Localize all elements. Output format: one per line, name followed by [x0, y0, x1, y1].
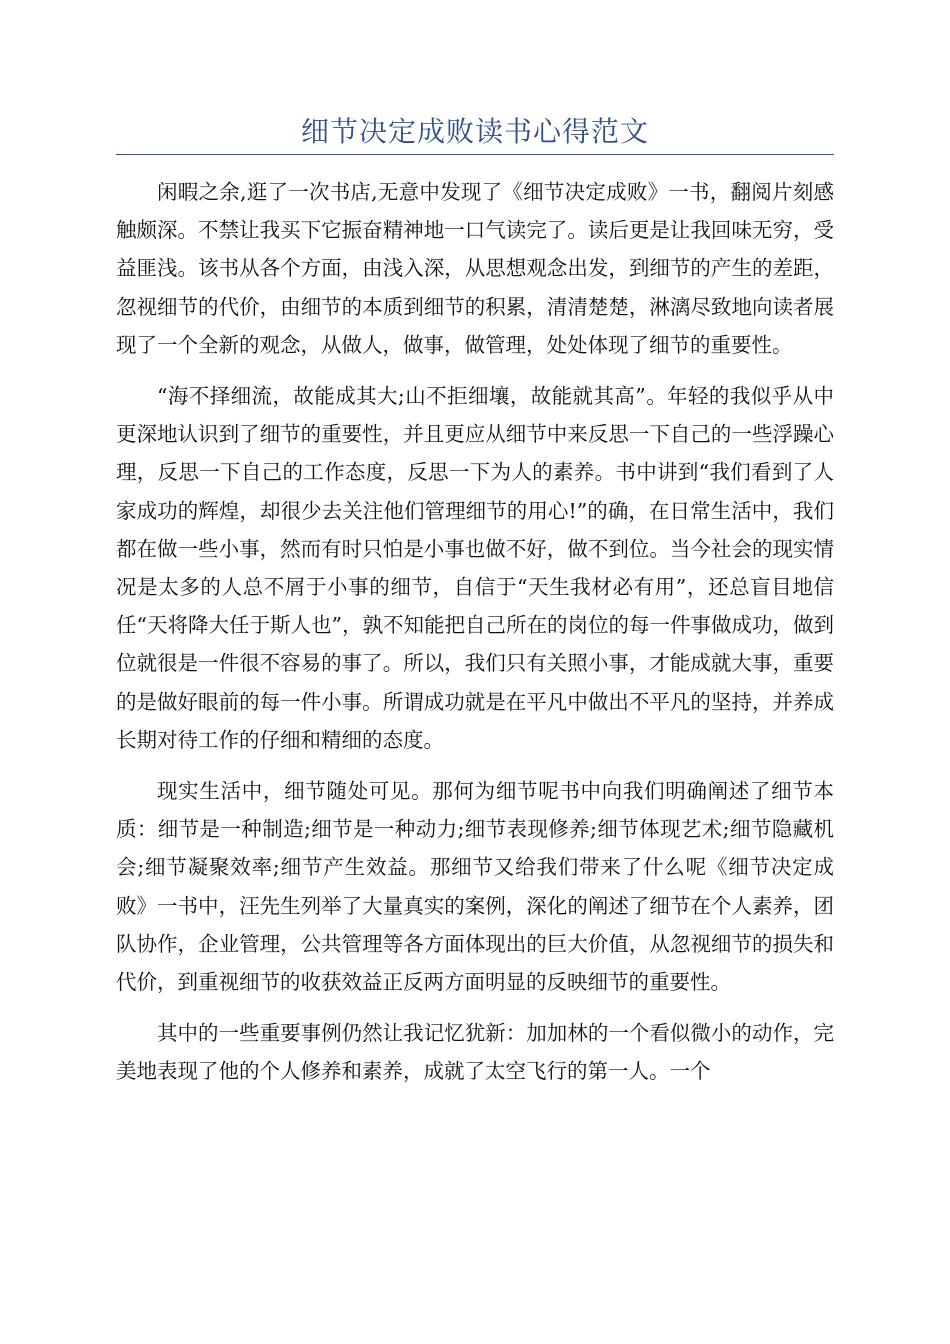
paragraph-2: “海不择细流，故能成其大;山不拒细壤，故能就其高”。年轻的我似乎从中更深地认识到了细节的重要性，并且更应从细节中来反思一下自己的一些浮躁心理，反思一下自己的工作态度，反思一下为人的素养。书中讲到“我们看到了人家成功的辉煌，却很少去关注他们管理细节的用心!”的确，在日常生活中，我们都在做一些小事，然而有时只怕是小事也做不好，做不到位。当今社会的现实情况是太多的人总不屑于小事的细节，自信于“天生我材必有用”，还总盲目地信任“天将降大任于斯人也”，孰不知能把自己所在的岗位的每一件事做成功，做到位就很是一件很不容易的事了。所以，我们只有关照小事，才能成就大事，重要的是做好眼前的每一件小事。所谓成功就是在平凡中做出不平凡的坚持，并养成长期对待工作的仔细和精细的态度。 — [116, 384, 834, 752]
title-underline — [116, 154, 834, 155]
paragraph-4: 其中的一些重要事例仍然让我记忆犹新：加加林的一个看似微小的动作，完美地表现了他的个人修养和素养，成就了太空飞行的第一人。一个 — [116, 1021, 834, 1084]
paragraph-3: 现实生活中，细节随处可见。那何为细节呢书中向我们明确阐述了细节本质：细节是一种制造;细节是一种动力;细节表现修养;细节体现艺术;细节隐藏机会;细节凝聚效率;细节产生效益。那细节又给我们带来了什么呢《细节决定成败》一书中，汪先生列举了大量真实的案例，深化的阐述了细节在个人素养，团队协作，企业管理，公共管理等各方面体现出的巨大价值，从忽视细节的损失和代价，到重视细节的收获效益正反两方面明显的反映细节的重要性。 — [116, 779, 834, 995]
paragraph-1: 闲暇之余,逛了一次书店,无意中发现了《细节决定成败》一书，翻阅片刻感触颇深。不禁让我买下它振奋精神地一口气读完了。读后更是让我回味无穷，受益匪浅。该书从各个方面，由浅入深，从思想观念出发，到细节的产生的差距，忽视细节的代价，由细节的本质到细节的积累，清清楚楚，淋漓尽致地向读者展现了一个全新的观念，从做人，做事，做管理，处处体现了细节的重要性。 — [116, 180, 834, 357]
document-body — [116, 173, 834, 1104]
document-title: 细节决定成败读书心得范文 — [300, 115, 649, 148]
